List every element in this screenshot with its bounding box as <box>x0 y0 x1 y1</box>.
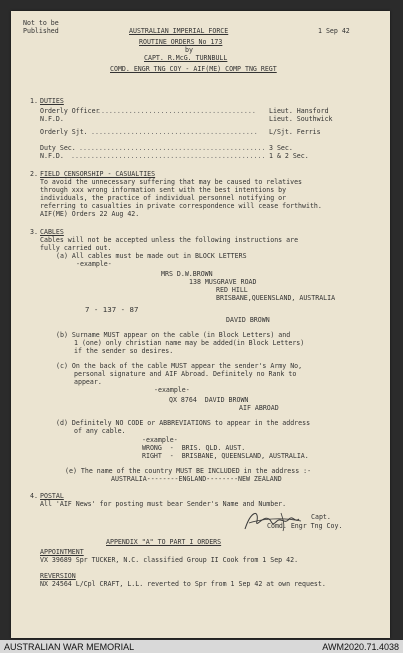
appendix-title: APPENDIX "A" TO PART I ORDERS <box>106 538 222 546</box>
archive-footer <box>0 640 403 653</box>
cables-item-c: personal signature and AIF Abroad. Definitely no Rank to <box>74 370 297 378</box>
cables-intro: fully carried out. <box>40 244 112 252</box>
example-label: -example- <box>154 386 190 394</box>
cables-item-b: 1 (one) only christian name may be added(in Block Letters) <box>74 339 305 347</box>
dot-leader: .......................................... <box>91 128 258 136</box>
address-line: 138 MUSGRAVE ROAD <box>189 278 257 286</box>
cables-item-e: (e) The name of the country MUST BE INCLUDED in the address :- <box>65 467 312 475</box>
section-2-number: 2. <box>30 170 38 178</box>
section-1-number: 1. <box>30 97 38 105</box>
cables-item-a: (a) All cables must be made out in BLOCK LETTERS <box>56 252 247 260</box>
duty-label: N.F.D. <box>40 115 64 123</box>
country-list: AUSTRALIA--------ENGLAND--------NEW ZEALAND <box>111 475 282 483</box>
duty-value: L/Sjt. Ferris <box>269 128 321 136</box>
cables-intro: Cables will not be accepted unless the following instructions are <box>40 236 299 244</box>
section-1-heading: DUTIES <box>40 97 64 105</box>
by-line: by <box>185 46 193 54</box>
force-heading: AUSTRALIAN IMPERIAL FORCE <box>129 27 229 35</box>
cables-item-d: (d) Definitely NO CODE or ABBREVIATIONS to appear in the address <box>56 419 311 427</box>
cables-item-c: appear. <box>74 378 102 386</box>
address-line: MRS D.W.BROWN <box>161 270 213 278</box>
restriction-line-1: Not to be <box>23 19 59 27</box>
document-date: 1 Sep 42 <box>318 27 350 35</box>
signoff-title: Comd. Engr Tng Coy. <box>267 522 343 530</box>
example-label: -example- <box>142 436 178 444</box>
orders-number: ROUTINE ORDERS No 173 <box>139 38 223 46</box>
duty-value: Lieut. Southwick <box>269 115 333 123</box>
example-wrong: WRONG - BRIS. QLD. AUST. <box>142 444 246 452</box>
signoff-rank: Capt. <box>311 513 331 521</box>
address-line: RED HILL <box>216 286 248 294</box>
officer-name: CAPT. R.McG. TURNBULL <box>144 54 228 62</box>
appointment-text: VX 39689 Spr TUCKER, N.C. classified Group II Cook from 1 Sep 42. <box>40 556 299 564</box>
cables-item-d: of any cable. <box>74 427 126 435</box>
duty-value: 1 & 2 Sec. <box>269 152 309 160</box>
dot-leader: ................................................. <box>71 152 266 160</box>
section-4-number: 4. <box>30 492 38 500</box>
section-3-number: 3. <box>30 228 38 236</box>
archive-name: AUSTRALIAN WAR MEMORIAL <box>4 642 135 652</box>
reversion-heading: REVERSION <box>40 572 76 580</box>
example-army-no: QX 8764 DAVID BROWN <box>169 396 249 404</box>
duty-label: N.F.D. <box>40 152 64 160</box>
censorship-text: To avoid the unnecessary suffering that may be caused to relatives <box>40 178 303 186</box>
document-page <box>11 11 390 638</box>
example-aif-abroad: AIF ABROAD <box>239 404 279 412</box>
censorship-text: referring to casualties in private correspondence will cease forthwith. <box>40 202 322 210</box>
address-line: BRISBANE,QUEENSLAND, AUSTRALIA <box>216 294 336 302</box>
dot-leader: ........................................ <box>97 107 256 115</box>
duty-label: Orderly Officer <box>40 107 100 115</box>
censorship-text: individuals, the practice of individual personnel notifying or <box>40 194 287 202</box>
appointment-heading: APPOINTMENT <box>40 548 84 556</box>
section-4-heading: POSTAL <box>40 492 64 500</box>
duty-value: 3 Sec. <box>269 144 293 152</box>
duty-label: Orderly Sjt. <box>40 128 88 136</box>
duty-label: Duty Sec. <box>40 144 76 152</box>
cable-sender: DAVID BROWN <box>226 316 270 324</box>
censorship-text: AIF(ME) Orders 22 Aug 42. <box>40 210 140 218</box>
section-3-heading: CABLES <box>40 228 64 236</box>
duty-value: Lieut. Hansford <box>269 107 329 115</box>
reversion-text: NX 24564 L/Cpl CRAFT, L.L. reverted to Spr from 1 Sep 42 at own request. <box>40 580 326 588</box>
cables-item-b: if the sender so desires. <box>74 347 174 355</box>
cables-item-b: (b) Surname MUST appear on the cable (in Block Letters) and <box>56 331 291 339</box>
example-right: RIGHT - BRISBANE, QUEENSLAND, AUSTRALIA. <box>142 452 309 460</box>
command-line: COMD. ENGR TNG COY - AIF(ME) COMP TNG REGT <box>110 65 277 73</box>
example-label: -example- <box>76 260 112 268</box>
cable-code: 7 - 137 - 87 <box>85 305 139 314</box>
archive-reference: AWM2020.71.4038 <box>322 642 399 652</box>
restriction-line-2: Published <box>23 27 59 35</box>
section-2-heading: FIELD CENSORSHIP - CASUALTIES <box>40 170 156 178</box>
cables-item-c: (c) On the back of the cable MUST appear the sender's Army No, <box>56 362 303 370</box>
censorship-text: through xxx wrong information sent with the best intentions by <box>40 186 287 194</box>
postal-text: All 'AIF News' for posting must bear Sender's Name and Number. <box>40 500 287 508</box>
dot-leader: ............................................... <box>79 144 266 152</box>
